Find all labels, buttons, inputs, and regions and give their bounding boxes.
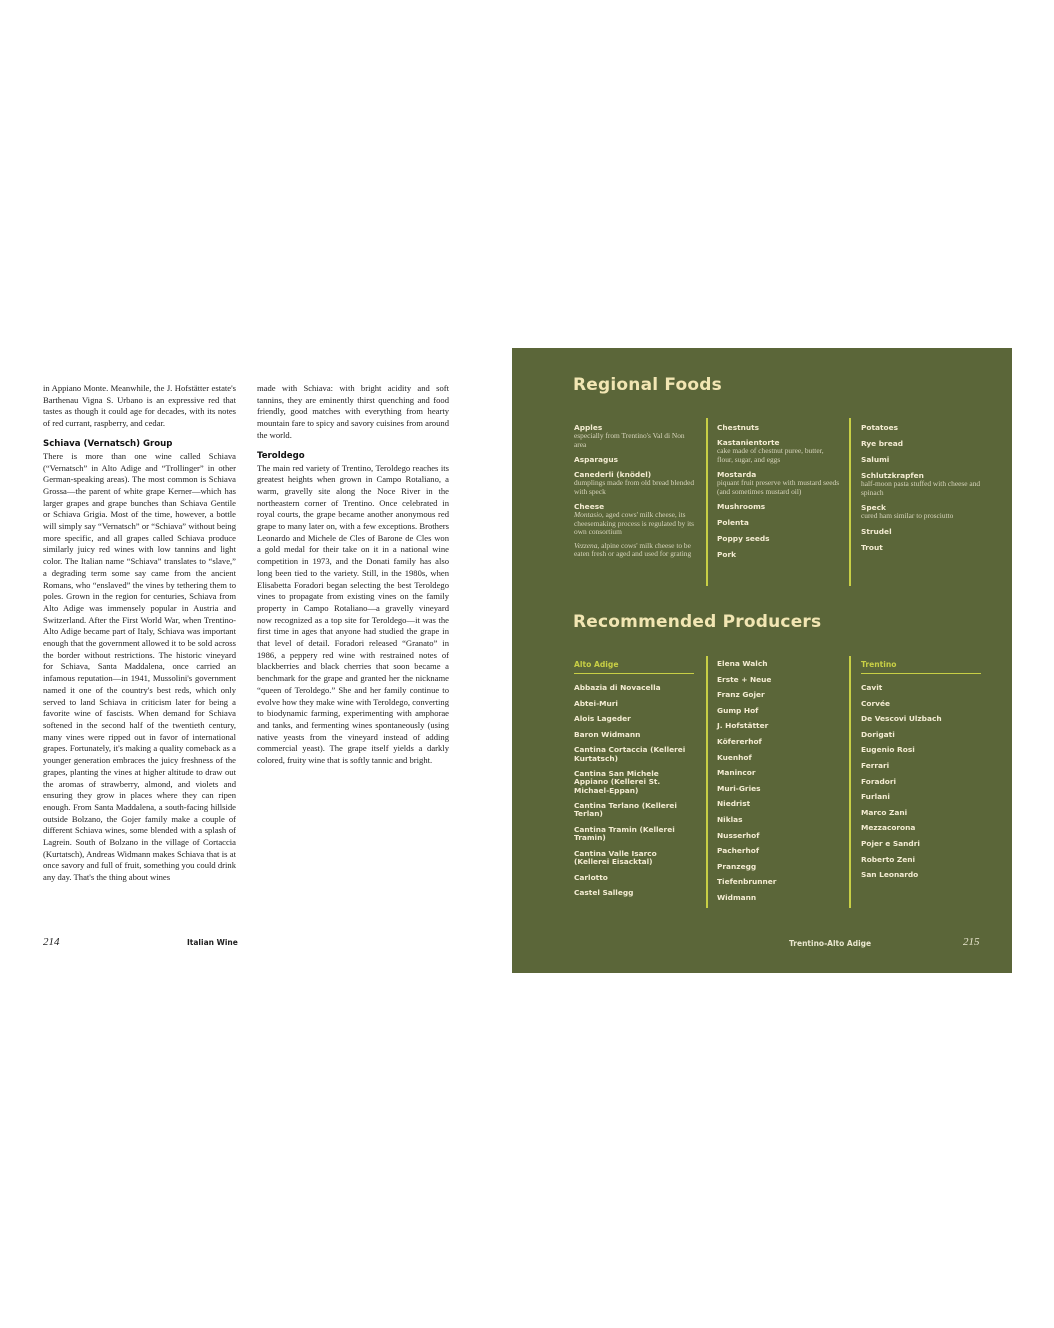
food-item: Canederli (knödel) dumplings made from old bread blended with speck: [574, 470, 695, 496]
food-item: Asparagus: [574, 455, 618, 464]
column-divider: [849, 418, 851, 586]
section-heading: Teroldego: [257, 450, 305, 461]
producer-list: [574, 684, 694, 897]
recommended-producers-title: Recommended Producers: [573, 612, 822, 632]
producer-name: Pacherhof: [717, 846, 760, 856]
producer-name: Franz Gojer: [717, 690, 765, 700]
producer-name: San Leonardo: [861, 870, 919, 880]
paragraph: made with Schiava: with bright acidity and soft tannins, they are eminently thirst quenching and food friendly, good matches with everything from hearty mountain fare to spicy and savory cuisines from around the world.: [257, 383, 449, 440]
producer-name: Foradori: [861, 776, 897, 786]
producer-name: Roberto Zeni: [861, 854, 916, 864]
producer-name: Nusserhof: [717, 830, 760, 840]
producer-name: Köfererhof: [717, 736, 762, 746]
food-item: Potatoes: [861, 423, 899, 432]
cheese-name: Montasio: [574, 510, 602, 519]
producer-name: Alois Lageder: [574, 714, 631, 724]
producer-name: Furlani: [861, 792, 890, 802]
paragraph: There is more than one wine called Schiava (“Vernatsch” in Alto Adige and “Trollinger” in other German-speaking areas). The most common is Schiava Grossa—the parent of white grape Kerner—which has larger grapes and grape bunches than Schiava Gentile or Schiava Grigia. Most of the time, however, a bottle will simply say “Vernatsch” or “Schiava” without being more specific, and all grapes called Schiava produce similarly juicy red wines with low tannins and light color. The Italian name “Schiava” translates to “slave,” a degrading term some say came from the ancient Romans, who “enslaved” the vines by tethering them to poles. Grown in the region for centuries, Schiava from Alto Adige was immensely popular in Austria and Switzerland. After the First World War, when Trentino-Alto Adige became part of Italy, Schiava was important enough that the government allowed it to be sold across the border without restrictions. The historic vineyard for Schiava, Santa Maddalena, once carried an infamous reputation—in 1941, Mussolini's government named it one of the country's best reds, which only served to land Schiava in criticism later for being a favorite wine of fascists. When demand for Schiava softened in the second half of the twentieth century, many vines were ripped out in favor of international grapes. Fortunately, it's making a quality comeback as a younger generation embraces the juicy freshness of the grapes, planting the vines at higher altitude to draw out the aromas of strawberry, almond, and violets and ensuring they grow in places where they can ripen enough. From Santa Maddalena, a south-facing hillside outside Bolzano, the Gojer family make a couple of different Schiava wines, some blended with a splash of Lagrein. South of Bolzano in the village of Cortaccia (Kurtatsch), Andreas Widmann makes Schiava that is at once savory and full of fruit, something you could drink any day. That's the thing about wines: [43, 450, 236, 883]
food-item: Poppy seeds: [717, 534, 770, 543]
producer-name: Niedrist: [717, 799, 751, 809]
producer-name: Gump Hof: [717, 705, 759, 715]
producer-name: Muri-Gries: [717, 783, 761, 793]
producer-name: Eugenio Rosi: [861, 745, 915, 755]
page-number: 215: [963, 936, 980, 948]
producer-list: [717, 660, 840, 902]
producer-name: Niklas: [717, 814, 743, 824]
paragraph: The main red variety of Trentino, Teroldego reaches its greatest heights when grown in Campo Rotaliano, a warm, gravelly site along the Noce River in the northeastern corner of Trentino. Once celebrated in royal courts, the grape became another anonymous red grape to many later on, with a few exceptions. Brothers Leonardo and Michele de Cles of Barone de Cles won a gold medal for their take on it in a national wine competition in 1973, and the Donati family has also long been tied to the variety. Still, in the 1980s, when Elisabetta Foradori began selecting the best Teroldego vines to propagate from existing vines on the family property in Campo Rotaliano—a gravelly vineyard now recognized as a top site for Teroldego—it was the first time in ages that anyone had studied the grape in that level of detail. Foradori released “Granato” in 1986, a peppery red wine with restrained notes of blackberries and black cherries that soon became a benchmark for the grape and granted her the nickname “queen of Teroldego.” She and her family continue to evolve how they make wine with Teroldego, converting to biodynamic farming, experimenting with amphorae and tanks, and fermenting wines spontaneously (using native yeasts from the vineyard instead of adding commercial yeast). The grape itself yields a darkly colored, fruity wine that is softly tannic and bright.: [257, 462, 449, 766]
foods-column-1: [574, 423, 697, 565]
producers-column-3: [861, 660, 981, 887]
cheese-name: Vezzena: [574, 540, 598, 550]
text-column-1: [43, 383, 236, 892]
regional-foods-title: Regional Foods: [573, 375, 722, 395]
region-heading: Trentino: [861, 660, 981, 674]
column-divider: [849, 656, 851, 908]
producer-name: Pojer e Sandri: [861, 838, 920, 848]
food-item: Schlutzkrapfen half-moon pasta stuffed with cheese and spinach: [861, 471, 981, 497]
section-heading: Schiava (Vernatsch) Group: [43, 438, 173, 449]
text-column-2: [257, 383, 449, 775]
producer-name: Corvée: [861, 698, 890, 708]
food-item: Apples especially from Trentino's Val di Non area: [574, 423, 685, 449]
paragraph: in Appiano Monte. Meanwhile, the J. Hofstätter estate's Barthenau Vigna S. Urbano is an expressive red that tastes as though it could age for decades, with its notes of red currant, raspberry, and cedar.: [43, 383, 236, 429]
producer-name: Manincor: [717, 768, 756, 778]
producer-name: Ferrari: [861, 760, 890, 770]
food-item: Trout: [861, 542, 883, 552]
food-item: Salumi: [861, 455, 890, 464]
column-divider: [706, 656, 708, 908]
food-item: Cheese Montasio, aged cows' milk cheese, its cheesemaking process is regulated by its own consortium Vezzena, alpine cows' milk cheese to be eaten fresh or aged and used for grating: [574, 502, 695, 558]
producer-name: Cantina San Michele Appiano (Kellerei St. Michael-Eppan): [574, 769, 661, 795]
producer-name: Elena Walch: [717, 659, 768, 668]
producer-name: Erste + Neue: [717, 674, 772, 684]
column-divider: [706, 418, 708, 586]
running-title: Trentino-Alto Adige: [789, 939, 872, 948]
food-item: Chestnuts: [717, 423, 760, 432]
producer-name: Cantina Valle Isarco (Kellerei Eisacktal): [574, 848, 657, 866]
producer-name: Abtei-Muri: [574, 698, 618, 708]
producer-name: Tiefenbrunner: [717, 877, 777, 887]
food-item: Polenta: [717, 518, 749, 527]
right-page: [512, 348, 1012, 973]
food-item: Pork: [717, 550, 737, 559]
producer-name: Baron Widmann: [574, 729, 641, 739]
producer-name: Pranzegg: [717, 861, 757, 871]
foods-column-3: [861, 423, 989, 558]
food-item: Mushrooms: [717, 502, 766, 511]
producer-name: Cavit: [861, 683, 883, 692]
page-number: 214: [43, 936, 60, 948]
producer-name: J. Hofstätter: [717, 721, 769, 731]
producer-name: Abbazia di Novacella: [574, 683, 661, 692]
producer-name: Cantina Cortaccia (Kellerei Kurtatsch): [574, 745, 686, 763]
left-page: [0, 0, 512, 1328]
food-item: Strudel: [861, 526, 892, 536]
food-item: Kastanientorte cake made of chestnut puree, butter, flour, sugar, and eggs: [717, 438, 824, 464]
producer-name: Castel Sallegg: [574, 888, 634, 898]
food-item: Speck cured ham similar to prosciutto: [861, 503, 954, 520]
producers-column-2: [717, 660, 840, 910]
foods-column-2: [717, 423, 840, 565]
producer-name: Widmann: [717, 892, 757, 902]
producer-name: Cantina Tramin (Kellerei Tramin): [574, 824, 675, 843]
producer-name: Carlotto: [574, 872, 608, 882]
producer-name: Dorigati: [861, 729, 895, 739]
producer-name: Marco Zani: [861, 807, 908, 817]
food-item: Mostarda piquant fruit preserve with mustard seeds (and sometimes mustard oil): [717, 470, 840, 496]
producers-column-1: [574, 660, 694, 905]
running-title: Italian Wine: [187, 938, 238, 947]
region-heading: Alto Adige: [574, 660, 694, 674]
producer-list: [861, 684, 981, 879]
producer-name: Mezzacorona: [861, 823, 916, 833]
producer-name: De Vescovi Ulzbach: [861, 714, 942, 724]
producer-name: Cantina Terlano (Kellerei Terlan): [574, 801, 677, 819]
producer-name: Kuenhof: [717, 752, 752, 762]
food-item: Rye bread: [861, 439, 903, 448]
